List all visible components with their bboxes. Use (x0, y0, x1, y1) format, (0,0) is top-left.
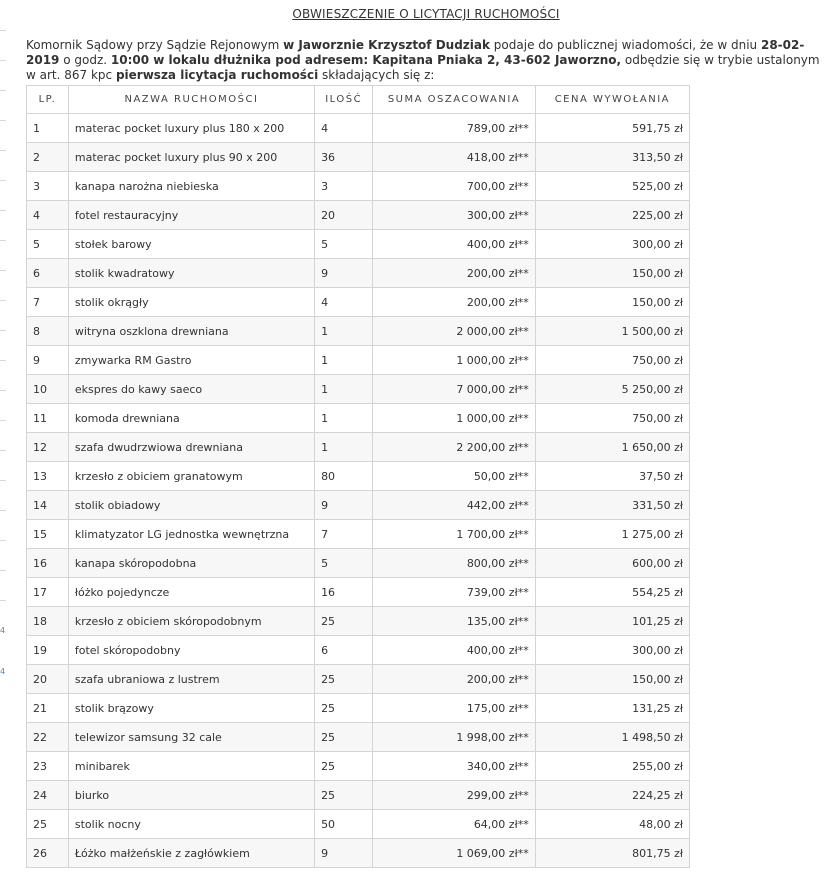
cell-qty: 1 (315, 404, 373, 433)
cell-qty: 5 (315, 230, 373, 259)
header-qty: ILOŚĆ (315, 86, 373, 114)
cell-lp: 7 (27, 288, 69, 317)
cell-price: 525,00 zł (535, 172, 689, 201)
cell-name: telewizor samsung 32 cale (68, 723, 314, 752)
cell-price: 5 250,00 zł (535, 375, 689, 404)
auction-type: pierwsza licytacja ruchomości (115, 68, 319, 82)
header-lp: LP. (27, 86, 69, 114)
intro-text: podaje do publicznej wiadomości, że w dniu (489, 38, 761, 52)
cell-name: kanapa skóropodobna (68, 549, 314, 578)
cell-sum: 1 000,00 zł** (373, 404, 535, 433)
cell-sum: 789,00 zł** (373, 114, 535, 143)
table-row (27, 201, 690, 230)
margin-tick (0, 390, 6, 391)
cell-sum: 2 000,00 zł** (373, 317, 535, 346)
cell-sum: 400,00 zł** (373, 230, 535, 259)
cell-price: 225,00 zł (535, 201, 689, 230)
cell-name: kanapa narożna niebieska (68, 172, 314, 201)
cell-lp: 20 (27, 665, 69, 694)
cell-price: 255,00 zł (535, 752, 689, 781)
cell-price: 750,00 zł (535, 404, 689, 433)
items-table (26, 85, 690, 868)
margin-tick (0, 210, 6, 211)
cell-name: fotel restauracyjny (68, 201, 314, 230)
cell-price: 801,75 zł (535, 839, 689, 868)
cell-sum: 1 700,00 zł** (373, 520, 535, 549)
table-row (27, 723, 690, 752)
margin-tick (0, 420, 6, 421)
cell-name: ekspres do kawy saeco (68, 375, 314, 404)
cell-sum: 739,00 zł** (373, 578, 535, 607)
cell-sum: 64,00 zł** (373, 810, 535, 839)
cell-name: stolik obiadowy (68, 491, 314, 520)
margin-tick (0, 150, 6, 151)
cell-name: Łóżko małżeńskie z zagłówkiem (68, 839, 314, 868)
table-row (27, 114, 690, 143)
table-row (27, 491, 690, 520)
table-row (27, 694, 690, 723)
cell-sum: 299,00 zł** (373, 781, 535, 810)
cell-price: 750,00 zł (535, 346, 689, 375)
cell-name: stolik kwadratowy (68, 259, 314, 288)
cell-sum: 200,00 zł** (373, 259, 535, 288)
cell-sum: 340,00 zł** (373, 752, 535, 781)
intro-paragraph (26, 38, 824, 83)
left-margin-marks (0, 0, 10, 889)
table-row (27, 520, 690, 549)
cell-qty: 25 (315, 607, 373, 636)
table-row (27, 317, 690, 346)
cell-sum: 200,00 zł** (373, 665, 535, 694)
margin-tick (0, 180, 6, 181)
cell-qty: 6 (315, 636, 373, 665)
margin-tick (0, 120, 6, 121)
cell-lp: 4 (27, 201, 69, 230)
table-row (27, 143, 690, 172)
cell-name: minibarek (68, 752, 314, 781)
margin-tick (0, 480, 6, 481)
cell-lp: 6 (27, 259, 69, 288)
cell-name: klimatyzator LG jednostka wewnętrzna (68, 520, 314, 549)
cell-sum: 1 000,00 zł** (373, 346, 535, 375)
cell-price: 1 500,00 zł (535, 317, 689, 346)
cell-price: 224,25 zł (535, 781, 689, 810)
cell-name: komoda drewniana (68, 404, 314, 433)
margin-tick (0, 330, 6, 331)
cell-price: 554,25 zł (535, 578, 689, 607)
table-row (27, 172, 690, 201)
table-row (27, 375, 690, 404)
cell-name: witryna oszklona drewniana (68, 317, 314, 346)
cell-name: krzesło z obiciem granatowym (68, 462, 314, 491)
cell-qty: 1 (315, 375, 373, 404)
cell-lp: 24 (27, 781, 69, 810)
table-row (27, 636, 690, 665)
cell-sum: 2 200,00 zł** (373, 433, 535, 462)
auction-notice (26, 0, 826, 868)
cell-qty: 36 (315, 143, 373, 172)
cell-qty: 4 (315, 288, 373, 317)
cell-lp: 19 (27, 636, 69, 665)
cell-qty: 20 (315, 201, 373, 230)
margin-tick (0, 300, 6, 301)
cell-qty: 1 (315, 346, 373, 375)
cell-lp: 21 (27, 694, 69, 723)
cell-sum: 1 998,00 zł** (373, 723, 535, 752)
cell-sum: 200,00 zł** (373, 288, 535, 317)
margin-number: 4 (0, 667, 6, 676)
cell-lp: 2 (27, 143, 69, 172)
cell-qty: 25 (315, 781, 373, 810)
cell-qty: 25 (315, 752, 373, 781)
cell-name: szafa dwudrzwiowa drewniana (68, 433, 314, 462)
cell-sum: 175,00 zł** (373, 694, 535, 723)
cell-lp: 17 (27, 578, 69, 607)
cell-sum: 800,00 zł** (373, 549, 535, 578)
cell-name: stolik brązowy (68, 694, 314, 723)
cell-name: zmywarka RM Gastro (68, 346, 314, 375)
intro-text: Komornik Sądowy przy Sądzie Rejonowym (26, 38, 284, 52)
table-row (27, 810, 690, 839)
table-row (27, 462, 690, 491)
cell-price: 150,00 zł (535, 259, 689, 288)
margin-tick (0, 450, 6, 451)
cell-price: 591,75 zł (535, 114, 689, 143)
intro-text: o godz. (59, 53, 111, 67)
cell-price: 150,00 zł (535, 665, 689, 694)
cell-lp: 14 (27, 491, 69, 520)
table-row (27, 607, 690, 636)
cell-sum: 1 069,00 zł** (373, 839, 535, 868)
table-row (27, 288, 690, 317)
cell-lp: 23 (27, 752, 69, 781)
cell-qty: 9 (315, 839, 373, 868)
auction-time-location: 10:00 w lokalu dłużnika pod adresem: Kapitana Pniaka 2, 43-602 Jaworzno, (110, 53, 622, 67)
auction-date: 28-02-2019 (26, 38, 805, 67)
cell-qty: 9 (315, 259, 373, 288)
table-row (27, 230, 690, 259)
margin-tick (0, 270, 6, 271)
table-row (27, 404, 690, 433)
cell-sum: 50,00 zł** (373, 462, 535, 491)
table-row (27, 346, 690, 375)
cell-price: 300,00 zł (535, 230, 689, 259)
cell-sum: 700,00 zł** (373, 172, 535, 201)
cell-lp: 22 (27, 723, 69, 752)
cell-price: 37,50 zł (535, 462, 689, 491)
header-sum: SUMA OSZACOWANIA (373, 86, 535, 114)
margin-tick (0, 600, 6, 601)
cell-price: 600,00 zł (535, 549, 689, 578)
margin-tick (0, 90, 6, 91)
cell-qty: 25 (315, 694, 373, 723)
cell-lp: 1 (27, 114, 69, 143)
bailiff-name: w Jaworznie Krzysztof Dudziak (283, 38, 490, 52)
cell-lp: 11 (27, 404, 69, 433)
intro-text: składających się z: (318, 68, 435, 82)
table-row (27, 578, 690, 607)
cell-lp: 10 (27, 375, 69, 404)
margin-tick (0, 30, 6, 31)
cell-qty: 1 (315, 433, 373, 462)
cell-qty: 25 (315, 665, 373, 694)
cell-name: materac pocket luxury plus 90 x 200 (68, 143, 314, 172)
table-header-row (27, 86, 690, 114)
cell-lp: 12 (27, 433, 69, 462)
cell-name: fotel skóropodobny (68, 636, 314, 665)
cell-name: szafa ubraniowa z lustrem (68, 665, 314, 694)
cell-price: 313,50 zł (535, 143, 689, 172)
margin-tick (0, 240, 6, 241)
margin-tick (0, 570, 6, 571)
table-row (27, 752, 690, 781)
cell-lp: 5 (27, 230, 69, 259)
margin-tick (0, 510, 6, 511)
table-row (27, 549, 690, 578)
cell-qty: 7 (315, 520, 373, 549)
header-name: NAZWA RUCHOMOŚCI (68, 86, 314, 114)
cell-name: stołek barowy (68, 230, 314, 259)
margin-tick (0, 360, 6, 361)
cell-sum: 418,00 zł** (373, 143, 535, 172)
cell-name: materac pocket luxury plus 180 x 200 (68, 114, 314, 143)
cell-name: biurko (68, 781, 314, 810)
cell-price: 131,25 zł (535, 694, 689, 723)
cell-lp: 3 (27, 172, 69, 201)
cell-price: 331,50 zł (535, 491, 689, 520)
cell-sum: 400,00 zł** (373, 636, 535, 665)
cell-price: 1 650,00 zł (535, 433, 689, 462)
table-row (27, 433, 690, 462)
cell-price: 150,00 zł (535, 288, 689, 317)
table-row (27, 781, 690, 810)
cell-price: 1 275,00 zł (535, 520, 689, 549)
table-body (27, 114, 690, 868)
table-row (27, 839, 690, 868)
header-price: CENA WYWOŁANIA (535, 86, 689, 114)
margin-number: 4 (0, 626, 6, 635)
cell-lp: 8 (27, 317, 69, 346)
cell-price: 300,00 zł (535, 636, 689, 665)
cell-name: stolik okrągły (68, 288, 314, 317)
cell-lp: 18 (27, 607, 69, 636)
cell-qty: 5 (315, 549, 373, 578)
cell-qty: 4 (315, 114, 373, 143)
cell-qty: 1 (315, 317, 373, 346)
cell-qty: 3 (315, 172, 373, 201)
cell-price: 48,00 zł (535, 810, 689, 839)
cell-price: 1 498,50 zł (535, 723, 689, 752)
cell-name: stolik nocny (68, 810, 314, 839)
margin-tick (0, 540, 6, 541)
cell-qty: 50 (315, 810, 373, 839)
cell-lp: 9 (27, 346, 69, 375)
cell-sum: 300,00 zł** (373, 201, 535, 230)
page-title: OBWIESZCZENIE O LICYTACJI RUCHOMOŚCI (292, 7, 560, 21)
cell-lp: 13 (27, 462, 69, 491)
cell-name: krzesło z obiciem skóropodobnym (68, 607, 314, 636)
cell-lp: 26 (27, 839, 69, 868)
cell-lp: 16 (27, 549, 69, 578)
cell-qty: 16 (315, 578, 373, 607)
cell-sum: 135,00 zł** (373, 607, 535, 636)
cell-qty: 80 (315, 462, 373, 491)
cell-qty: 9 (315, 491, 373, 520)
table-row (27, 665, 690, 694)
cell-lp: 25 (27, 810, 69, 839)
intro-text: odbędzie się w trybie ustalonym w art. 867 kpc (26, 53, 820, 82)
margin-tick (0, 60, 6, 61)
cell-price: 101,25 zł (535, 607, 689, 636)
table-row (27, 259, 690, 288)
cell-sum: 442,00 zł** (373, 491, 535, 520)
cell-sum: 7 000,00 zł** (373, 375, 535, 404)
cell-qty: 25 (315, 723, 373, 752)
cell-name: łóżko pojedyncze (68, 578, 314, 607)
cell-lp: 15 (27, 520, 69, 549)
